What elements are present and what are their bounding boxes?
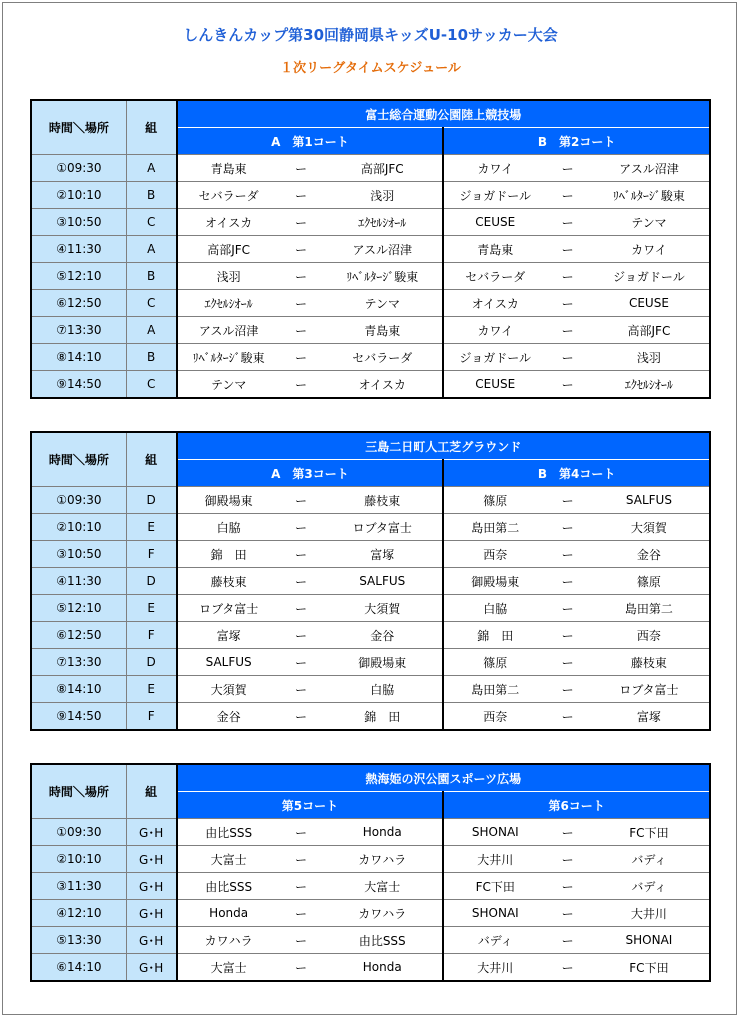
vs-dash: ー [546, 846, 589, 873]
vs-dash: ー [280, 263, 323, 290]
vs-dash: ー [280, 703, 323, 731]
table-row [31, 568, 710, 595]
team-home: 大富士 [177, 846, 280, 873]
team-away: SHONAI [589, 927, 710, 954]
vs-dash: ー [546, 182, 589, 209]
header-time-place: 時間＼場所 [31, 432, 126, 487]
time-slot: ⑦13:30 [31, 317, 126, 344]
group-cell: B [126, 182, 176, 209]
time-slot: ⑨14:50 [31, 371, 126, 399]
team-home: 御殿場東 [443, 568, 546, 595]
team-away: Honda [322, 954, 443, 982]
group-cell: G･H [126, 819, 176, 846]
vs-dash: ー [546, 236, 589, 263]
team-home: 大井川 [443, 954, 546, 982]
group-cell: E [126, 676, 176, 703]
venue-name: 富士総合運動公園陸上競技場 [177, 100, 710, 128]
team-away: 島田第二 [589, 595, 710, 622]
court-label: B 第2コート [443, 128, 710, 155]
table-row [31, 155, 710, 182]
team-away: アスル沼津 [589, 155, 710, 182]
table-row [31, 846, 710, 873]
group-cell: A [126, 236, 176, 263]
group-cell: B [126, 263, 176, 290]
team-home: ロブタ富士 [177, 595, 280, 622]
group-cell: C [126, 209, 176, 236]
vs-dash: ー [546, 541, 589, 568]
team-home: 西奈 [443, 541, 546, 568]
time-slot: ⑦13:30 [31, 649, 126, 676]
team-away: 高部JFC [589, 317, 710, 344]
team-away: 錦 田 [322, 703, 443, 731]
table-row [31, 954, 710, 982]
team-away: 白脇 [322, 676, 443, 703]
vs-dash: ー [280, 371, 323, 399]
team-home: テンマ [177, 371, 280, 399]
court-label: B 第4コート [443, 460, 710, 487]
team-away: バディ [589, 873, 710, 900]
vs-dash: ー [546, 209, 589, 236]
team-away: ﾘﾍﾞﾙﾀｰｼﾞ駿東 [322, 263, 443, 290]
table-row [31, 344, 710, 371]
team-away: 大井川 [589, 900, 710, 927]
vs-dash: ー [546, 622, 589, 649]
schedule-table-3 [30, 763, 711, 982]
team-away: Honda [322, 819, 443, 846]
team-home: アスル沼津 [177, 317, 280, 344]
team-away: SALFUS [589, 487, 710, 514]
vs-dash: ー [280, 290, 323, 317]
time-slot: ①09:30 [31, 819, 126, 846]
group-cell: C [126, 290, 176, 317]
vs-dash: ー [280, 236, 323, 263]
team-home: FC下田 [443, 873, 546, 900]
time-slot: ②10:10 [31, 514, 126, 541]
team-home: セバラーダ [177, 182, 280, 209]
table-row [31, 649, 710, 676]
time-slot: ④11:30 [31, 236, 126, 263]
vs-dash: ー [546, 649, 589, 676]
table-row [31, 622, 710, 649]
team-away: バディ [589, 846, 710, 873]
team-home: SHONAI [443, 819, 546, 846]
team-home: 富塚 [177, 622, 280, 649]
team-away: 藤枝東 [322, 487, 443, 514]
group-cell: A [126, 155, 176, 182]
vs-dash: ー [280, 649, 323, 676]
time-slot: ⑨14:50 [31, 703, 126, 731]
vs-dash: ー [546, 263, 589, 290]
group-cell: G･H [126, 846, 176, 873]
team-home: ｴｸｾﾙｼｵｰﾙ [177, 290, 280, 317]
vs-dash: ー [546, 954, 589, 982]
team-away: FC下田 [589, 954, 710, 982]
vs-dash: ー [280, 514, 323, 541]
team-away: 大富士 [322, 873, 443, 900]
vs-dash: ー [280, 209, 323, 236]
table-row [31, 676, 710, 703]
team-home: 白脇 [443, 595, 546, 622]
team-home: SHONAI [443, 900, 546, 927]
team-home: 大須賀 [177, 676, 280, 703]
team-home: CEUSE [443, 371, 546, 399]
team-home: 御殿場東 [177, 487, 280, 514]
table-row [31, 209, 710, 236]
group-cell: F [126, 541, 176, 568]
time-slot: ⑤12:10 [31, 595, 126, 622]
vs-dash: ー [546, 873, 589, 900]
time-slot: ②10:10 [31, 182, 126, 209]
team-home: ﾘﾍﾞﾙﾀｰｼﾞ駿東 [177, 344, 280, 371]
team-home: カワイ [443, 317, 546, 344]
group-cell: G･H [126, 873, 176, 900]
vs-dash: ー [280, 873, 323, 900]
table-row [31, 487, 710, 514]
time-slot: ⑧14:10 [31, 344, 126, 371]
team-home: 篠原 [443, 487, 546, 514]
group-cell: D [126, 487, 176, 514]
team-home: オイスカ [177, 209, 280, 236]
page-subtitle: １次リーグタイムスケジュール [280, 61, 461, 76]
team-away: ロブタ富士 [322, 514, 443, 541]
time-slot: ①09:30 [31, 155, 126, 182]
team-away: 金谷 [589, 541, 710, 568]
group-cell: B [126, 344, 176, 371]
team-home: ジョガドール [443, 344, 546, 371]
vs-dash: ー [546, 290, 589, 317]
header-group: 組 [126, 432, 176, 487]
vs-dash: ー [280, 676, 323, 703]
vs-dash: ー [546, 819, 589, 846]
team-home: 大富士 [177, 954, 280, 982]
team-home: 金谷 [177, 703, 280, 731]
team-home: 島田第二 [443, 514, 546, 541]
group-cell: G･H [126, 954, 176, 982]
team-away: 富塚 [589, 703, 710, 731]
team-home: 青島東 [443, 236, 546, 263]
team-away: SALFUS [322, 568, 443, 595]
team-home: Honda [177, 900, 280, 927]
vs-dash: ー [546, 514, 589, 541]
team-home: 西奈 [443, 703, 546, 731]
schedule-table-2 [30, 431, 711, 731]
team-home: 島田第二 [443, 676, 546, 703]
table-row [31, 873, 710, 900]
time-slot: ②10:10 [31, 846, 126, 873]
table-row [31, 371, 710, 399]
header-time-place: 時間＼場所 [31, 764, 126, 819]
court-label: 第5コート [177, 792, 444, 819]
vs-dash: ー [280, 954, 323, 982]
team-home: 錦 田 [443, 622, 546, 649]
team-home: カワハラ [177, 927, 280, 954]
vs-dash: ー [280, 487, 323, 514]
table-row [31, 927, 710, 954]
team-away: ジョガドール [589, 263, 710, 290]
group-cell: D [126, 568, 176, 595]
team-away: オイスカ [322, 371, 443, 399]
team-away: カワハラ [322, 900, 443, 927]
group-cell: F [126, 622, 176, 649]
header-group: 組 [126, 100, 176, 155]
team-away: CEUSE [589, 290, 710, 317]
table-row [31, 263, 710, 290]
table-row [31, 236, 710, 263]
team-away: 大須賀 [589, 514, 710, 541]
time-slot: ③10:50 [31, 209, 126, 236]
team-home: 大井川 [443, 846, 546, 873]
team-home: 錦 田 [177, 541, 280, 568]
team-away: 藤枝東 [589, 649, 710, 676]
table-row [31, 703, 710, 731]
vs-dash: ー [546, 371, 589, 399]
vs-dash: ー [280, 900, 323, 927]
team-home: セバラーダ [443, 263, 546, 290]
vs-dash: ー [546, 487, 589, 514]
team-home: 藤枝東 [177, 568, 280, 595]
team-away: ｴｸｾﾙｼｵｰﾙ [589, 371, 710, 399]
header-group: 組 [126, 764, 176, 819]
group-cell: F [126, 703, 176, 731]
vs-dash: ー [280, 541, 323, 568]
time-slot: ⑥12:50 [31, 290, 126, 317]
header-time-place: 時間＼場所 [31, 100, 126, 155]
vs-dash: ー [546, 155, 589, 182]
vs-dash: ー [546, 595, 589, 622]
time-slot: ③11:30 [31, 873, 126, 900]
vs-dash: ー [546, 568, 589, 595]
team-away: カワハラ [322, 846, 443, 873]
team-away: 青島東 [322, 317, 443, 344]
team-home: 青島東 [177, 155, 280, 182]
team-away: ロブタ富士 [589, 676, 710, 703]
team-home: バディ [443, 927, 546, 954]
vs-dash: ー [546, 900, 589, 927]
group-cell: C [126, 371, 176, 399]
time-slot: ③10:50 [31, 541, 126, 568]
vs-dash: ー [546, 344, 589, 371]
vs-dash: ー [546, 676, 589, 703]
team-home: ジョガドール [443, 182, 546, 209]
group-cell: D [126, 649, 176, 676]
team-home: 由比SSS [177, 873, 280, 900]
vs-dash: ー [546, 927, 589, 954]
vs-dash: ー [546, 703, 589, 731]
time-slot: ⑥12:50 [31, 622, 126, 649]
team-away: 御殿場東 [322, 649, 443, 676]
group-cell: E [126, 514, 176, 541]
court-label: A 第3コート [177, 460, 444, 487]
vs-dash: ー [280, 344, 323, 371]
court-label: 第6コート [443, 792, 710, 819]
team-away: アスル沼津 [322, 236, 443, 263]
team-home: SALFUS [177, 649, 280, 676]
team-away: 高部JFC [322, 155, 443, 182]
team-away: 西奈 [589, 622, 710, 649]
table-row [31, 514, 710, 541]
team-away: 由比SSS [322, 927, 443, 954]
vs-dash: ー [280, 595, 323, 622]
group-cell: A [126, 317, 176, 344]
group-cell: G･H [126, 927, 176, 954]
time-slot: ⑥14:10 [31, 954, 126, 982]
team-away: 金谷 [322, 622, 443, 649]
table-row [31, 317, 710, 344]
team-away: セバラーダ [322, 344, 443, 371]
team-away: 浅羽 [589, 344, 710, 371]
team-home: 浅羽 [177, 263, 280, 290]
schedule-table-1 [30, 99, 711, 399]
team-away: 富塚 [322, 541, 443, 568]
table-row [31, 595, 710, 622]
vs-dash: ー [280, 622, 323, 649]
team-away: ﾘﾍﾞﾙﾀｰｼﾞ駿東 [589, 182, 710, 209]
venue-name: 熱海姫の沢公園スポーツ広場 [177, 764, 710, 792]
team-away: テンマ [322, 290, 443, 317]
table-row [31, 290, 710, 317]
time-slot: ④12:10 [31, 900, 126, 927]
table-row [31, 819, 710, 846]
vs-dash: ー [280, 846, 323, 873]
time-slot: ⑧14:10 [31, 676, 126, 703]
team-away: 大須賀 [322, 595, 443, 622]
table-row [31, 900, 710, 927]
team-home: カワイ [443, 155, 546, 182]
table-row [31, 541, 710, 568]
team-home: 由比SSS [177, 819, 280, 846]
vs-dash: ー [280, 568, 323, 595]
team-home: オイスカ [443, 290, 546, 317]
team-home: 高部JFC [177, 236, 280, 263]
court-label: A 第1コート [177, 128, 444, 155]
venue-name: 三島二日町人工芝グラウンド [177, 432, 710, 460]
vs-dash: ー [280, 155, 323, 182]
group-cell: E [126, 595, 176, 622]
team-home: 篠原 [443, 649, 546, 676]
vs-dash: ー [280, 317, 323, 344]
team-away: カワイ [589, 236, 710, 263]
vs-dash: ー [280, 927, 323, 954]
vs-dash: ー [280, 182, 323, 209]
team-away: 浅羽 [322, 182, 443, 209]
time-slot: ⑤13:30 [31, 927, 126, 954]
page-title: しんきんカップ第30回静岡県キッズU-10サッカー大会 [183, 26, 558, 44]
group-cell: G･H [126, 900, 176, 927]
time-slot: ①09:30 [31, 487, 126, 514]
team-away: ｴｸｾﾙｼｵｰﾙ [322, 209, 443, 236]
team-away: 篠原 [589, 568, 710, 595]
time-slot: ④11:30 [31, 568, 126, 595]
team-home: 白脇 [177, 514, 280, 541]
time-slot: ⑤12:10 [31, 263, 126, 290]
vs-dash: ー [546, 317, 589, 344]
team-home: CEUSE [443, 209, 546, 236]
team-away: テンマ [589, 209, 710, 236]
vs-dash: ー [280, 819, 323, 846]
team-away: FC下田 [589, 819, 710, 846]
table-row [31, 182, 710, 209]
